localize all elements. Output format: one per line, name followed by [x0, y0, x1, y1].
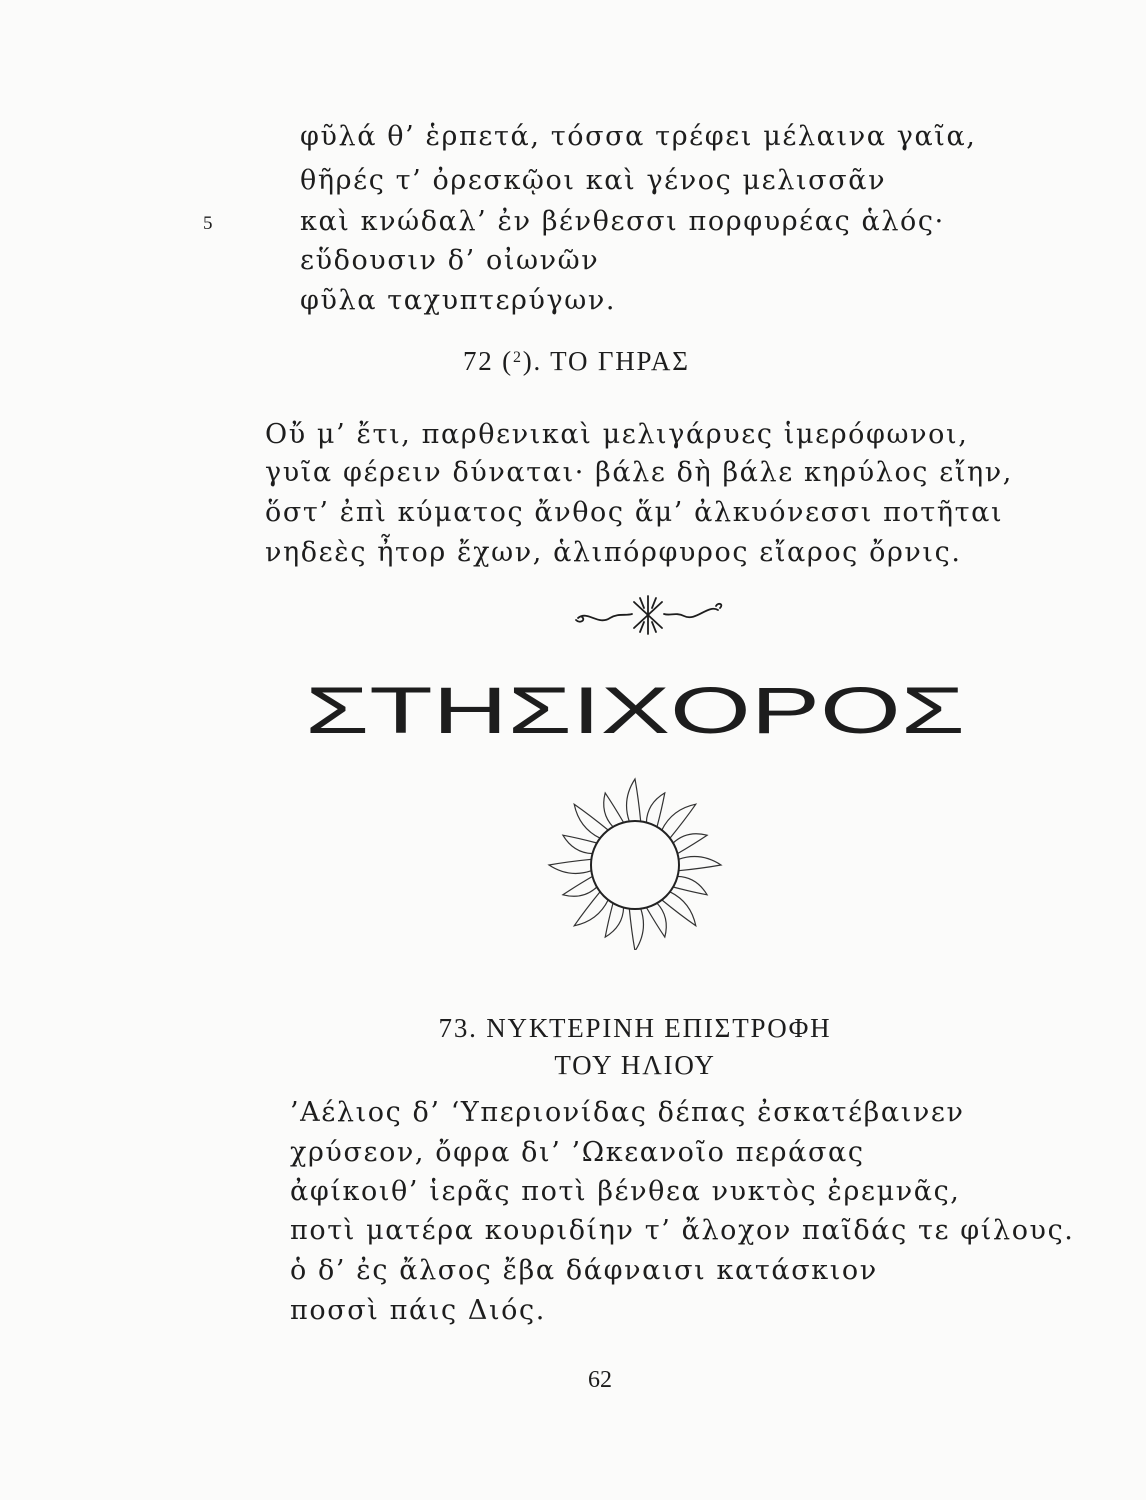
fragment-73-heading-line2: ΤΟΥ ΗΛΙΟΥ: [554, 1050, 716, 1080]
verse-line: Οὔ μ’ ἔτι, παρθενικαὶ μελιγάρυες ἱμερόφωνοι,: [265, 419, 969, 450]
sun-ray: [574, 892, 608, 926]
heading-superscript: 2: [512, 349, 523, 366]
line-number: 5: [203, 213, 213, 234]
verse-line: ποσσὶ πάις Διός.: [290, 1295, 546, 1326]
sun-ray: [662, 804, 696, 838]
fragment-72-heading: [463, 348, 690, 375]
sun-ray: [605, 903, 623, 937]
verse-line: φῦλά θ’ ἑρπετά, τόσσα τρέφει μέλαινα γαῖα,: [300, 121, 977, 152]
verse-line: καὶ κνώδαλ’ ἐν βένθεσσι πορφυρέας ἁλός·: [300, 206, 945, 237]
verse-line: ὅστ’ ἐπὶ κύματος ἄνθος ἅμ’ ἀλκυόνεσσι ποτῆται: [265, 497, 1004, 528]
sun-ray: [646, 793, 664, 827]
sun-ray: [662, 892, 696, 926]
ornament-icon: [568, 590, 728, 640]
verse-line: γυῖα φέρειν δύναται· βάλε δὴ βάλε κηρύλος εἴην,: [265, 457, 1013, 488]
sun-ray: [627, 779, 641, 821]
sun-icon: [545, 775, 725, 950]
sun-ray: [629, 909, 643, 950]
page-number: 62: [588, 1367, 612, 1393]
heading-number: 72 (: [463, 346, 513, 376]
sun-ray: [673, 834, 707, 854]
verse-line: ποτὶ ματέρα κουριδίην τ’ ἄλοχον παῖδάς τε φίλους.: [290, 1215, 1075, 1246]
sun-ray: [679, 857, 721, 871]
poet-name-title: [295, 673, 975, 743]
verse-line: νηδεὲς ἦτορ ἔχων, ἁλιπόρφυρος εἴαρος ὄρνις.: [265, 537, 962, 568]
sun-ray: [673, 876, 707, 894]
verse-line: θῆρές τ’ ὀρεσκῷοι καὶ γένος μελισσᾶν: [300, 165, 887, 196]
verse-line: εὕδουσιν δ’ οἰωνῶν: [300, 245, 600, 276]
sun-ray: [549, 859, 591, 873]
verse-line: χρύσεον, ὄφρα δι’ ’Ωκεανοῖο περάσας: [290, 1137, 865, 1168]
heading-title: ). ΤΟ ΓΗΡΑΣ: [522, 346, 690, 376]
verse-line: ὁ δ’ ἐς ἄλσος ἔβα δάφναισι κατάσκιον: [290, 1255, 878, 1286]
sun-ray: [646, 903, 666, 937]
sun-ray: [604, 793, 624, 827]
verse-line: ’Αέλιος δ’ ‘Υπεριονίδας δέπας ἐσκατέβαινεν: [290, 1097, 965, 1128]
sun-ray: [563, 876, 597, 896]
fragment-73-heading-line1: 73. ΝΥΚΤΕΡΙΝΗ ΕΠΙΣΤΡΟΦΗ: [438, 1013, 832, 1043]
sun-ray: [563, 835, 597, 853]
sun-ray: [574, 804, 608, 838]
verse-line: ἀφίκοιθ’ ἱερᾶς ποτὶ βένθεα νυκτὸς ἐρεμνᾶς,: [290, 1176, 961, 1207]
verse-line: φῦλα ταχυπτερύγων.: [300, 285, 617, 316]
poet-name-text: ΣΤΗΣΙΧΟΡΟΣ: [305, 673, 965, 743]
